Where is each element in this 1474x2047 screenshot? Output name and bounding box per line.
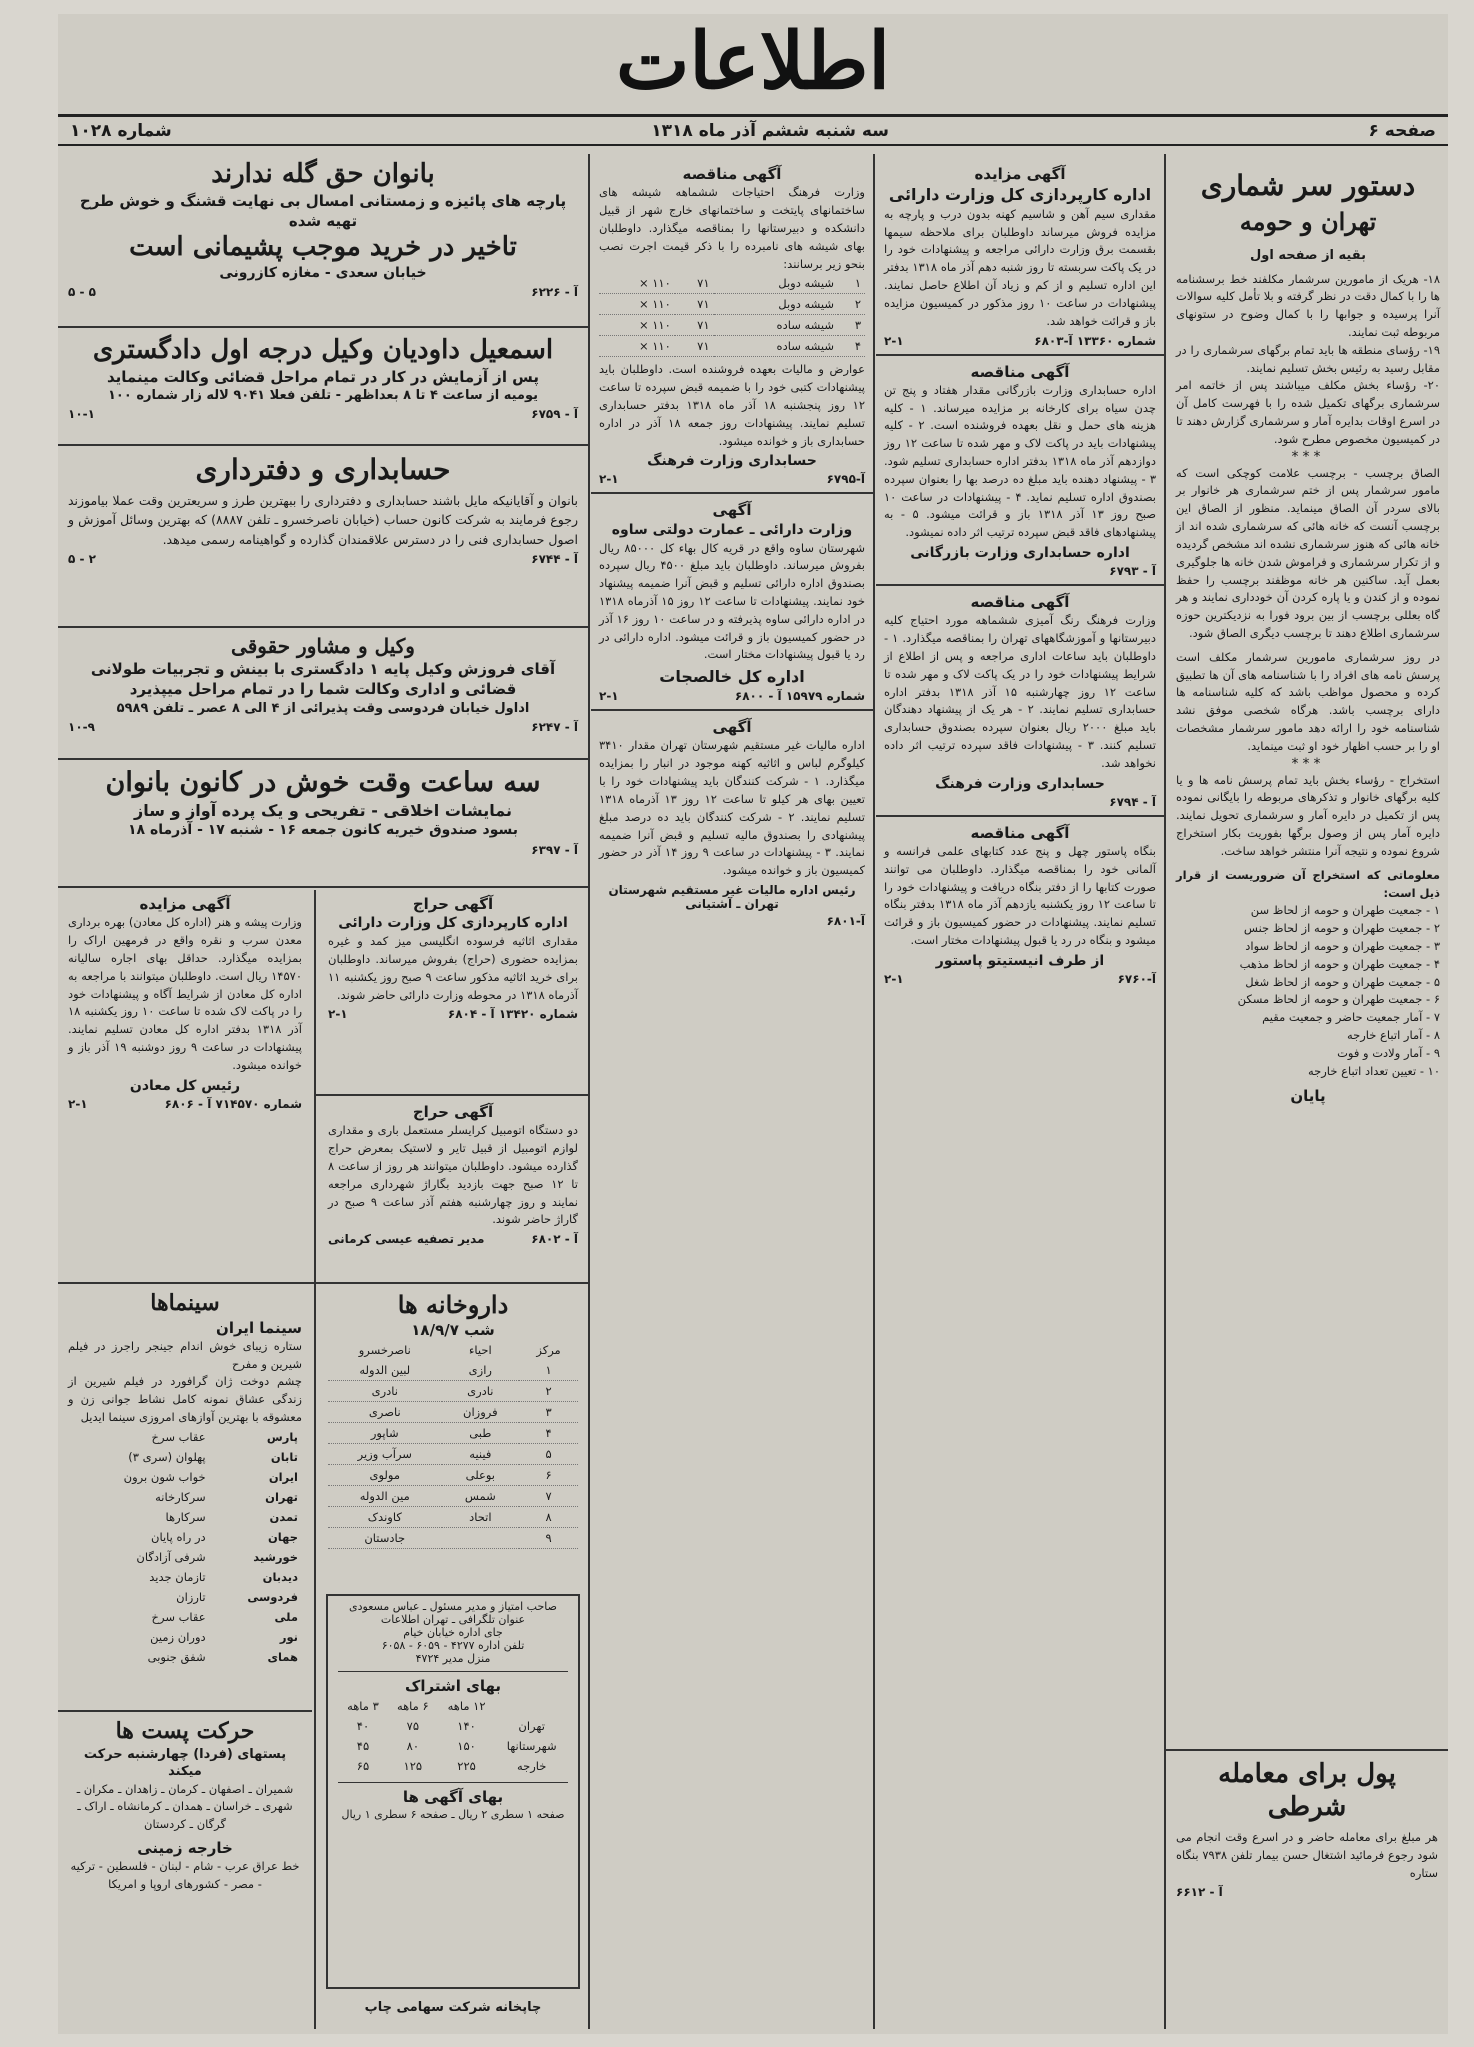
- divider: [58, 326, 588, 328]
- post-schedule: [58, 1714, 312, 2014]
- continued-note: بقیه از صفحه اول: [1250, 248, 1366, 263]
- divider: [1166, 1749, 1448, 1751]
- table-cell: ۴۰: [356, 1719, 370, 1734]
- notice-title: آگهی مزایده: [139, 895, 231, 913]
- table-cell: فروزان: [442, 1402, 520, 1423]
- ad-title: حسابداری و دفترداری: [195, 453, 451, 486]
- notice-title: آگهی مناقصه: [970, 362, 1070, 381]
- ad-auction-mine: [58, 890, 312, 1280]
- column-ads: [58, 154, 588, 2029]
- table-cell: فینیه: [442, 1444, 520, 1465]
- table-cell: ۴۵: [356, 1739, 370, 1754]
- column-divider: [588, 154, 590, 2029]
- notice-ref: [884, 795, 1156, 809]
- notice-ref: [599, 914, 865, 928]
- list-item: ۲ - جمعیت طهران و حومه از لحاظ جنس: [1243, 921, 1440, 936]
- notice-code: شماره ۱۳۴۲۰ آ - ۶۸۰۴: [447, 1007, 578, 1022]
- post-title: حرکت پست ها: [115, 1718, 255, 1744]
- pharmacies-table: [328, 1340, 578, 1549]
- table-cell: ۷۵: [406, 1719, 419, 1734]
- column-notices-b: [591, 154, 873, 2029]
- table-cell: پهلوان (سری ۳): [128, 1449, 206, 1464]
- census-subtitle: تهران و حومه: [1239, 207, 1377, 236]
- publisher-line: صاحب امتیاز و مدیر مسئول ـ عباس مسعودی: [349, 1600, 557, 1613]
- table-row: [328, 1486, 578, 1507]
- table-row: [599, 315, 865, 336]
- divider: [876, 584, 1164, 586]
- notice-code: آ-۶۸۰۱: [826, 913, 865, 928]
- separator-stars: ***: [1291, 448, 1325, 465]
- table-cell: شیشه ساده: [714, 336, 839, 357]
- notice-ref: [599, 472, 865, 486]
- notice-code: آ-۶۷۹۵: [826, 472, 865, 487]
- table-row: [328, 1444, 578, 1465]
- divider: [58, 1710, 312, 1712]
- table-cell: ۱۱۰ ×: [599, 294, 675, 315]
- ad-code: آ - ۶۷۵۹: [531, 407, 578, 422]
- post-foreign-title: خارجه زمینی: [137, 1839, 233, 1858]
- cinemas-title: سینماها: [150, 1290, 220, 1316]
- table-row: [599, 273, 865, 294]
- ad-code: آ - ۶۳۹۷: [531, 843, 578, 858]
- notice-body: مقداری سیم آهن و شاسیم کهنه بدون درب و پارچه به مزایده فروش میرساند داوطلبان برای ملاحظه سیمها بقسمت برق وزارت دارائی مراجعه و پیشنهادات خود را در یک پاکت سربسته تا روز شنبه دهم آذر ماه ۱۳۱۸ بدفتر این اداره تسلیم و از کم و زیاد آن اطلاع حاصل نمایند. پیشنهادات در ساعت ۱۰ روز مذکور در کمیسیون مزایده باز و قرائت خواهد شد.: [884, 206, 1156, 328]
- table-cell: کاوندک: [328, 1507, 442, 1528]
- notice-org: اداره کارپردازی کل وزارت دارائی: [888, 185, 1152, 205]
- ad-run: ۱۰-۹: [68, 720, 95, 735]
- ad-ref: [68, 552, 578, 566]
- publisher-box: [326, 1594, 580, 1989]
- ad-title: اسمعیل داودیان وکیل درجه اول دادگستری: [92, 335, 554, 365]
- divider: [591, 709, 873, 711]
- table-row: [68, 1607, 302, 1627]
- ad-body: بانوان و آقایانیکه مایل باشند حسابداری و دفترداری را ببهترین طرز و سریعترین وقت عملا بیاموزند رجوع فرمایند به شرکت کانون حساب (خیابان ناصرخسرو ـ تلفن ۸۸۸۷) که بهترین وسائل آموزش و اصول حسابداری فنی را در دسترس علاقمندان گذارده و گواهینامه رسمی میدهد.: [68, 493, 578, 547]
- ad-title: بانوان حق گله ندارند: [211, 159, 435, 189]
- notice-run: ۲-۱: [884, 333, 904, 348]
- notice-body: وزارت فرهنگ احتیاجات ششماهه شیشه های ساختمانهای پایتخت و ساختمانهای خارج شهر از قبیل دانشکده و دبیرستانها را بمناقصه میگذارد. داوطلبان بهای شیشه های نامبرده را با ذکر قیمت اجرت نصب بنحو زیر برسانند:: [599, 185, 865, 271]
- table-cell: شیشه دوبل: [714, 294, 839, 315]
- table-cell: [495, 1696, 568, 1716]
- ad-lawyer-davoodian: [58, 330, 588, 440]
- notice-ref: [884, 972, 1156, 986]
- ad-code: آ - ۶۲۴۷: [531, 720, 578, 735]
- table-row: [68, 1507, 302, 1527]
- table-cell: طبی: [442, 1423, 520, 1444]
- census-para: استخراج - رؤساء بخش باید تمام پرسش نامه ها و یا کلیه برگهای خانوار و تذکرهای مربوطه را بایگانی نموده پس از تکمیل در دایره آمار و سرشماری تحویل نمایند. دایره آمار پس از وصول برگها بفوریت بکار استخراج شروع نموده و نتیجه آنرا منتشر خواهد ساخت.: [1176, 772, 1440, 858]
- table-row: [599, 336, 865, 357]
- table-row: [68, 1527, 302, 1547]
- notice-ref: [328, 1007, 578, 1021]
- census-para: الصاق برچسب - برچسب علامت کوچکی است که مامور سرشمار پس از ختم سرشماری هر خانوار بر بالای سردر آن الصاق مینماید. منظور از الصاق این برچسب آنست که خانه هائی که سرشماری شده اند از خانه هائی که هنوز سرشماری نشده اند مشخص گردیده و از تکرار سرشماری و فراموش شدن خانه ها جلوگیری بعمل آید. ساکنین هر خانه موظفند برچسب را حفظ نموده و از کندن و یا پاره کردن آن خودداری نمایند و هر گاه بعللی برچسب از بین برود فورا به نزدیکترین حوزه سرشماری اطلاع دهند تا برچسب دیگری الصاق شود.: [1176, 465, 1440, 640]
- table-cell: دوران زمین: [150, 1629, 206, 1644]
- notice-body: دو دستگاه اتومبیل کرایسلر مستعمل باری و مقداری لوازم اتومبیل از قبیل تایر و لاستیک بمعرض حراج گذارده میشود. داوطلبان میتوانند هر روز از ساعت ۸ تا ۱۲ صبح جهت بازدید بگاراژ شهرداری مراجعه نمایند و روز چهارشنبه هفتم آذر ساعت ۹ صبح در گاراژ حاضر شوند.: [328, 1123, 578, 1227]
- table-cell: ناصرخسرو: [358, 1343, 411, 1358]
- ad-address: اداول خیابان فردوسی وقت پذیرائی از ۴ الی ۸ عصر ـ تلفن ۵۹۸۹: [116, 700, 530, 716]
- table-cell: ۳: [838, 315, 865, 336]
- table-cell: ۳ ماهه: [347, 1699, 379, 1714]
- notice-title: آگهی مناقصه: [970, 823, 1070, 842]
- publisher-line: تلفن اداره ۴۲۷۷ - ۶۰۵۹ - ۶۰۵۸: [381, 1639, 525, 1652]
- notice-signature: رئیس کل معادن: [129, 1077, 241, 1094]
- notice-title: آگهی مزایده: [974, 165, 1066, 183]
- census-para: ۲۰- رؤساء بخش مکلف میباشند پس از خاتمه امر سرشماری برگهای تکمیل شده را با فهرست کامل آن در اسرع اوقات بدایره آمار و سرشماری گزارش دهند تا در کمیسیون مخصوص مطرح شود.: [1176, 378, 1440, 446]
- table-header: [338, 1696, 568, 1716]
- list-item: ۷ - آمار جمعیت حاضر و جمعیت مقیم: [1262, 1010, 1440, 1025]
- table-row: [328, 1507, 578, 1528]
- table-cell: ۱۲ ماهه: [447, 1699, 486, 1714]
- table-cell: ناصری: [328, 1402, 442, 1423]
- table-cell: ۷۱: [675, 315, 714, 336]
- table-cell: شفق جنوبی: [147, 1649, 206, 1664]
- notice-run: ۲-۱: [884, 971, 904, 986]
- notice-code: آ - ۶۸۰۲: [531, 1232, 578, 1247]
- notice-run: ۲-۱: [328, 1007, 348, 1022]
- ad-title: پول برای معامله شرطی: [1218, 1759, 1396, 1822]
- notice-run: ۲-۱: [599, 689, 619, 704]
- divider: [876, 354, 1164, 356]
- notice-body: وزارت فرهنگ رنگ آمیزی ششماهه مورد احتیاج کلیه دبیرستانها و آموزشگاههای تهران را بمناقصه میگذارد. ۱ - داوطلبان باید ساعات اداری مراجعه و پس از اطلاع از شرایط پیشنهادات خود را در یک پاکت لاک و مهر شده تا ساعت ۱۲ روز چهارشنبه ۱۵ آذر ۱۳۱۸ بدفتر اداره حسابداری تسلیم نمایند. ۲ - هر یک از پیشنهاد دهندگان باید مبلغ ۲۰۰۰ ریال بعنوان سپرده بصندوق حسابداری تسلیم کنند. ۳ - پیشنهادات فاقد سپرده ترتیب اثر داده نخواهد شد.: [884, 613, 1156, 770]
- post-foreign: خط عراق عرب - شام - لبنان - فلسطین - ترکیه - مصر - کشورهای اروپا و امریکا: [70, 1859, 300, 1892]
- ad-subtitle: نمایشات اخلاقی - تفریحی و یک پرده آواز و ساز: [134, 800, 512, 820]
- issue-number: شماره ۱۰۲۸: [70, 120, 172, 141]
- notice-ref: [599, 689, 865, 703]
- table-row: [68, 1627, 302, 1647]
- ad-fabrics: [58, 154, 588, 322]
- ad-run: ۱۰-۱: [68, 407, 95, 422]
- notice-code: شماره ۷۱۴۵۷۰ آ - ۶۸۰۶: [164, 1096, 302, 1111]
- table-cell: شمس: [442, 1486, 520, 1507]
- notice-body: وزارت پیشه و هنر (اداره کل معادن) بهره برداری معدن سرب و نقره واقع در فرمهین اراک را بمزایده میگذارد. حداقل بهای اجاره سالیانه ۱۴۵۷۰ ریال است. داوطلبان میتوانند با مراجعه به اداره کل معادن از شرایط آگاه و پیشنهادات خود را در پاکت لاک شده تا ساعت ۱۰ روز یکشنبه ۱۸ آذر ۱۳۱۸ بدفتر اداره کل معادن تسلیم نمایند. پیشنهادات در ساعت ۹ روز دوشنبه ۱۹ آذر باز و خوانده میشود.: [68, 915, 302, 1072]
- table-cell: خارجه: [516, 1759, 547, 1774]
- table-row: [338, 1716, 568, 1736]
- notice-title: آگهی: [712, 501, 752, 520]
- census-list: [1176, 902, 1440, 1080]
- printer-credit: چاپخانه شرکت سهامی چاپ: [364, 2000, 542, 2015]
- ad-conditional-loan: [1166, 1754, 1448, 1914]
- table-row: [328, 1360, 578, 1381]
- pharmacies-list: [318, 1286, 588, 1586]
- divider: [58, 758, 588, 760]
- ad-code: آ - ۶۲۲۶: [531, 285, 578, 300]
- table-row: [328, 1423, 578, 1444]
- table-row: [328, 1465, 578, 1486]
- table-cell: ۱۴۰: [457, 1719, 476, 1734]
- cinemas-list: [58, 1286, 312, 1706]
- notice-body: شهرستان ساوه واقع در قریه کال بهاء کل ۸۵۰۰۰ ریال بفروش میرساند. داوطلبان باید مبلغ ۴۵۰۰ ریال سپرده بصندوق اداره دارائی تسلیم و قبض آنرا ضمیمه پیشنهاد خود نمایند. پیشنهادات تا ساعت ۱۲ روز ۱۵ آذرماه ۱۳۱۸ در اداره دارائی ساوه پذیرفته و در ساعت ۱۰ روز ۱۶ آذر در حضور کمیسیون باز و قرائت میشود. اداره دارائی در رد یا قبول پیشنهادات مختار است.: [599, 540, 865, 662]
- subscription-title: بهای اشتراک: [338, 1671, 568, 1696]
- table-cell: ۲: [838, 294, 865, 315]
- ad-title: سه ساعت وقت خوش در کانون بانوان: [105, 767, 541, 798]
- column-census: [1168, 154, 1448, 2029]
- ad-lawyer-forouzesh: [58, 630, 588, 755]
- notice-run: ۲-۱: [68, 1096, 88, 1111]
- glass-table: [599, 273, 865, 357]
- ad-address: بسود صندوق خیریه کانون جمعه ۱۶ - شنبه ۱۷ - آذرماه ۱۸: [128, 822, 518, 839]
- notice-org: اداره کارپردازی کل وزارت دارائی: [338, 915, 568, 932]
- notice-signature: از طرف انیستیتو پاستور: [935, 952, 1105, 969]
- table-row: [68, 1427, 302, 1447]
- table-cell: نادری: [328, 1381, 442, 1402]
- divider: [876, 815, 1164, 817]
- notice-signature: حسابداری وزارت فرهنگ: [647, 453, 817, 470]
- table-row: [68, 1547, 302, 1567]
- table-row: [338, 1736, 568, 1756]
- ad-auction-furniture: [318, 890, 588, 1090]
- table-cell: مین الدوله: [328, 1486, 442, 1507]
- table-cell: تهران: [265, 1489, 298, 1504]
- notice-body: مقداری اثاثیه فرسوده انگلیسی میز کمد و غیره بمزایده حضوری (حراج) بفروش میرساند. داوطلبان برای خرید اثاثیه مذکور ساعت ۹ صبح روز یکشنبه ۱۱ آذرماه ۱۳۱۸ در محوطه وزارت دارائی حاضر شوند.: [328, 934, 579, 1002]
- ad-subtitle: آقای فروزش وکیل پایه ۱ دادگستری با بینش و تجربیات طولانی قضائی و اداری وکالت شما را در تمام مراحل میپذیرد: [90, 660, 556, 699]
- table-cell: ۱: [519, 1360, 578, 1381]
- table-cell: ۴: [519, 1423, 578, 1444]
- census-para: ۱۹- رؤسای منطقه ها باید تمام برگهای سرشماری را در مقابل رسید به رئیس بخش تسلیم نمایند.: [1176, 342, 1440, 375]
- table-row: [328, 1381, 578, 1402]
- table-cell: تمدن: [269, 1509, 298, 1524]
- notice-signature: اداره کل خالصجات: [659, 667, 805, 687]
- table-cell: لبین الدوله: [328, 1360, 442, 1381]
- table-cell: جادستان: [328, 1528, 442, 1549]
- table-cell: شرفی آزادگان: [136, 1549, 206, 1564]
- cinema-desc: ستاره زیبای خوش اندام جینجر راجرز در فیلم شیرین و مفرح: [68, 1338, 302, 1371]
- table-row: [68, 1447, 302, 1467]
- notice-code: شماره ۱۵۹۷۹ آ - ۶۸۰۰: [734, 689, 865, 704]
- notice-code: آ - ۶۷۹۴: [1109, 794, 1156, 809]
- notice-signature: اداره حسابداری وزارت بازرگانی: [910, 545, 1130, 562]
- table-cell: ۶ ماهه: [396, 1699, 429, 1714]
- ad-rates-line: صفحه ۱ سطری ۲ ریال ـ صفحه ۶ سطری ۱ ریال: [341, 1807, 565, 1821]
- table-cell: ۱: [838, 273, 865, 294]
- table-cell: خواب شون برون: [123, 1469, 206, 1484]
- census-para: ۱۸- هریک از مامورین سرشمار مکلفند خط برسشنامه ها را با کمال دقت در نظر گرفته و بلا تأمل کلیه سوالات آنرا پرسیده و جوابها را با کمال وضوح در ستونهای مربوطه ثبت نمایند.: [1176, 271, 1440, 339]
- table-row: [68, 1647, 302, 1667]
- table-cell: عقاب سرخ: [151, 1609, 206, 1624]
- table-cell: پارس: [266, 1429, 298, 1444]
- notice-ref: [884, 564, 1156, 578]
- separator-stars: ***: [1291, 755, 1325, 772]
- table-row: [328, 1402, 578, 1423]
- list-item: ۱۰ - تعیین تعداد اتباع خارجه: [1307, 1063, 1440, 1078]
- table-cell: شیشه ساده: [714, 315, 839, 336]
- table-cell: ۶: [519, 1465, 578, 1486]
- table-cell: جهان: [267, 1529, 298, 1544]
- issue-date: سه شنبه ششم آذر ماه ۱۳۱۸: [651, 120, 889, 141]
- post-routes: شمیران ـ اصفهان ـ کرمان ـ زاهدان ـ مکران ـ شهری ـ خراسان ـ همدان ـ کرمانشاه ـ اراک ـ گرگان ـ کردستان: [76, 1781, 294, 1832]
- post-line: پستهای (فردا) چهارشنبه حرکت میکند: [83, 1746, 287, 1780]
- ad-address: یومیه از ساعت ۴ تا ۸ بعداظهر - تلفن فعلا ۹۰۴۱ لاله زار شماره ۱۰۰: [108, 387, 538, 403]
- table-cell: ۱۱۰ ×: [599, 273, 675, 294]
- table-row: [599, 294, 865, 315]
- table-cell: احیاء: [468, 1343, 492, 1358]
- column-notices-a: [876, 154, 1164, 2029]
- ad-ladies-club: [58, 762, 588, 882]
- census-title: دستور سر شماری: [1200, 169, 1416, 202]
- notice-title: آگهی مناقصه: [682, 165, 782, 183]
- list-item: ۵ - جمعیت طهران و حومه از لحاظ شغل: [1245, 974, 1440, 989]
- table-cell: ملی: [274, 1609, 298, 1624]
- table-cell: ۷۱: [675, 273, 714, 294]
- table-cell: دیدبان: [262, 1569, 298, 1584]
- ad-run: ۵ - ۲: [68, 552, 96, 567]
- notice-code: آ-۶۷۶۰: [1117, 971, 1156, 986]
- masthead-title: اطلاعات: [615, 16, 891, 107]
- divider: [58, 1282, 588, 1284]
- notice-body: اداره حسابداری وزارت بازرگانی مقدار هفتاد و پنج تن چدن سیاه برای کارخانه بر مزایده میرساند. ۱ - کلیه هزینه های حمل و نقل بعهده فروشنده است. ۲ - کلیه پیشنهادات باید در پاکت لاک و مهر شده تا ساعت ۱۲ روز دوازدهم آذر ماه ۱۳۱۸ بدفتر اداره حسابداری تسلیم شود. ۳ - پیشنهاد دهنده باید مبلغ ده درصد بها را بعنوان سپرده بصندوق اداره تسلیم نماید. ۴ - پیشنهادات در ساعت ۱۰ صبح روز ۱۳ آذر ۱۳۱۸ باز و قرائت میشود. ۵ - به پیشنهادهای فاقد قبض سپرده ترتیب اثر داده نمیشود.: [884, 382, 1156, 540]
- table-row: [338, 1756, 568, 1776]
- ad-ref: [68, 720, 578, 734]
- table-cell: ۷۱: [675, 294, 714, 315]
- publisher-line: جای اداره خیابان خیام: [403, 1626, 503, 1639]
- cinema-desc: چشم دوخت ژان گرافورد در فیلم شیرین از زندگی عشاق نمونه کامل نشاط جوانی زن و معشوقه با بهترین آوازهای امروزی سینما ایدیل: [68, 1374, 302, 1424]
- table-cell: شهرستانها: [506, 1739, 557, 1754]
- notice-title: آگهی: [712, 718, 752, 737]
- table-cell: عقاب سرخ: [151, 1429, 206, 1444]
- list-item: ۸ - آمار اتباع خارجه: [1346, 1028, 1440, 1043]
- table-header: [328, 1340, 578, 1360]
- table-cell: اتحاد: [442, 1507, 520, 1528]
- table-cell: همای: [267, 1649, 298, 1664]
- ad-subtitle: پس از آزمایش در کار در تمام مراحل قضائی وکالت مینماید: [106, 367, 540, 386]
- column-divider: [314, 890, 316, 2029]
- notice-title: آگهی حراج: [412, 895, 494, 913]
- ad-ref: [68, 843, 578, 857]
- ad-title: تاخیر در خرید موجب پشیمانی است: [129, 232, 517, 262]
- table-cell: مرکز: [536, 1343, 561, 1358]
- notice-body: عوارض و مالیات بعهده فروشنده است. داوطلبان باید پیشنهادات کتبی خود را با ضمیمه قبض سپرده تا ساعت ۱۲ روز پنجشنبه ۱۸ آذر ماه ۱۳۱۸ بدفتر حسابداری تسلیم نمایند. پیشنهادات روز جمعه ۱۸ آذر در اداره حسابداری باز و خوانده میشود.: [599, 362, 865, 448]
- table-cell: سرآب وزیر: [328, 1444, 442, 1465]
- divider: [58, 886, 588, 888]
- table-cell: ۶۵: [356, 1759, 370, 1774]
- publisher-line: عنوان تلگرافی ـ تهران اطلاعات: [380, 1613, 526, 1626]
- table-cell: ۴: [838, 336, 865, 357]
- subscription-table: [338, 1696, 568, 1776]
- ad-run: ۵ - ۵: [68, 285, 96, 300]
- table-cell: فردوسی: [247, 1589, 298, 1604]
- notice-ref: [328, 1232, 578, 1246]
- table-cell: در راه پایان: [151, 1529, 206, 1544]
- table-row: [328, 1528, 578, 1549]
- masthead: [58, 14, 1448, 109]
- divider: [316, 1094, 588, 1096]
- table-cell: تهران: [518, 1719, 545, 1734]
- table-cell: ۲۲۵: [457, 1759, 476, 1774]
- table-cell: شیشه دوبل: [714, 273, 839, 294]
- table-cell: ایران: [268, 1469, 298, 1484]
- newspaper-page: [58, 14, 1448, 2034]
- table-cell: ۱۱۰ ×: [599, 336, 675, 357]
- notice-ref: [884, 334, 1156, 348]
- table-row: [68, 1487, 302, 1507]
- ad-address: خیابان سعدی - مغازه کازرونی: [219, 264, 427, 281]
- census-list-intro: معلوماتی که استخراج آن ضروریست از قرار ذیل است:: [1176, 867, 1440, 900]
- table-cell: ۵: [519, 1444, 578, 1465]
- notice-body: اداره مالیات غیر مستقیم شهرستان تهران مقدار ۳۴۱۰ کیلوگرم لباس و اثاثیه کهنه موجود در انبار را بمزایده میگذارد. ۱ - شرکت کنندگان باید پیشنهادات خود را با تعیین بهای هر کیلو تا ساعت ۱۲ روز ۱۳ آذرماه ۱۳۱۸ تسلیم نمایند. ۲ - شرکت کنندگان باید ده درصد مبلغ پیشنهادی را بصندوق مالیه تسلیم و قبض آنرا ضمیمه نمایند. ۳ - پیشنهادات در ساعت ۹ روز ۱۴ آذر در حضور کمیسیون باز و خوانده میشود.: [599, 738, 866, 878]
- notice-signature: مدیر تصفیه عیسی کرمانی: [328, 1232, 485, 1247]
- table-cell: مولوی: [328, 1465, 442, 1486]
- table-row: [68, 1587, 302, 1607]
- table-cell: ۸۰: [406, 1739, 419, 1754]
- publisher-line: منزل مدیر ۴۷۲۴: [415, 1652, 491, 1665]
- census-para: در روز سرشماری مامورین سرشمار مکلف است پرسش نامه های افراد را با شناسنامه های آن ها تطبیق کرده و محصول مواظب باشد که کلیه شناسنامه ها دارای برچسب باشد. هرگاه شخصی موفق نشد شناسنامه خود را ارائه دهد مامور سرشمار مشخصات او را بر حسب اظهار خود او ثبت مینماید.: [1176, 649, 1440, 753]
- divider: [591, 492, 873, 494]
- table-cell: تابان: [270, 1449, 298, 1464]
- ad-ref: [68, 285, 578, 299]
- end-mark: پایان: [1290, 1087, 1326, 1106]
- notice-ref: [68, 1097, 302, 1111]
- ad-title: وکیل و مشاور حقوقی: [231, 634, 415, 658]
- ad-bookkeeping: [58, 448, 588, 623]
- table-cell: ۲: [519, 1381, 578, 1402]
- dateline: [58, 114, 1448, 146]
- table-cell: ۱۵۰: [457, 1739, 476, 1754]
- ad-code: آ - ۶۶۱۲: [1176, 1885, 1223, 1900]
- ad-ref: [68, 407, 578, 421]
- list-item: ۹ - آمار ولادت و فوت: [1337, 1045, 1440, 1060]
- table-row: [68, 1467, 302, 1487]
- table-cell: ۱۲۵: [403, 1759, 423, 1774]
- table-cell: بوعلی: [442, 1465, 520, 1486]
- list-item: ۱ - جمعیت طهران و حومه از لحاظ سن: [1250, 903, 1440, 918]
- table-cell: ۷: [519, 1486, 578, 1507]
- table-cell: سرکارها: [165, 1509, 206, 1524]
- table-cell: ۸: [519, 1507, 578, 1528]
- table-cell: [442, 1528, 520, 1549]
- notice-title: آگهی مناقصه: [970, 593, 1070, 612]
- list-item: ۶ - جمعیت طهران و حومه از لحاظ مسکن: [1237, 992, 1440, 1007]
- table-cell: رازی: [442, 1360, 520, 1381]
- ad-rates-title: بهای آگهی ها: [338, 1782, 568, 1807]
- table-cell: ۹: [519, 1528, 578, 1549]
- table-cell: تارزان: [176, 1589, 206, 1604]
- notice-org: وزارت دارائی ـ عمارت دولتی ساوه: [611, 521, 853, 538]
- page-number: صفحه ۶: [1368, 120, 1436, 141]
- ad-ref: [1176, 1885, 1438, 1899]
- ad-body: هر مبلغ برای معامله حاضر و در اسرع وقت انجام می شود رجوع فرمائید اشتغال حسن بیمار تلفن ۷۹۳۸ بنگاه ستاره: [1176, 1830, 1438, 1880]
- table-cell: نور: [279, 1629, 298, 1644]
- ad-auction-cars: [318, 1098, 588, 1278]
- pharmacies-date: شب ۱۸/۹/۷: [411, 1321, 495, 1339]
- column-divider: [1164, 154, 1166, 2029]
- table-cell: ۳: [519, 1402, 578, 1423]
- list-item: ۴ - جمعیت طهران و حومه از لحاظ مذهب: [1239, 956, 1440, 971]
- table-cell: سرکارخانه: [155, 1489, 206, 1504]
- table-cell: ۷۱: [675, 336, 714, 357]
- divider: [58, 626, 588, 628]
- list-item: ۳ - جمعیت طهران و حومه از لحاظ سواد: [1245, 938, 1440, 953]
- notice-signature: رئیس اداره مالیات غیر مستقیم شهرستان تهران ـ آشتیانی: [608, 882, 856, 911]
- ad-code: آ - ۶۷۴۴: [531, 552, 578, 567]
- table-cell: خورشید: [253, 1549, 298, 1564]
- table-cell: ۱۱۰ ×: [599, 315, 675, 336]
- cinemas-table: [68, 1427, 302, 1667]
- table-cell: شاپور: [328, 1423, 442, 1444]
- notice-run: ۲-۱: [599, 472, 619, 487]
- cinema-name: سینما ایران: [216, 1318, 302, 1337]
- ad-subtitle: پارچه های پائیزه و زمستانی امسال بی نهایت قشنگ و خوش طرح تهیه شده: [79, 191, 567, 230]
- notice-title: آگهی حراج: [412, 1103, 494, 1121]
- divider: [58, 444, 588, 446]
- table-cell: تازمان جدید: [149, 1569, 206, 1584]
- pharmacies-title: داروخانه ها: [397, 1290, 509, 1319]
- table-row: [68, 1567, 302, 1587]
- notice-code: شماره ۱۳۳۶۰ آ-۶۸۰۳: [1034, 333, 1156, 348]
- notice-body: بنگاه پاستور چهل و پنج عدد کتابهای علمی فرانسه و آلمانی خود را بمناقصه میگذارد. داوطلبان می توانند صورت کتابها را از دفتر بنگاه دریافت و پیشنهادات خود را تا ساعت ۱۲ روز یکشنبه یازدهم آذر ماه ۱۳۱۸ بدفتر بنگاه تسلیم نمایند. پیشنهادات در حضور کمیسیون باز و قرائت میشود و بنگاه در رد یا قبول پیشنهادات مختار است.: [884, 843, 1156, 947]
- table-cell: نادری: [442, 1381, 520, 1402]
- notice-code: آ - ۶۷۹۳: [1109, 564, 1156, 579]
- column-divider: [873, 154, 875, 2029]
- notice-signature: حسابداری وزارت فرهنگ: [935, 775, 1105, 792]
